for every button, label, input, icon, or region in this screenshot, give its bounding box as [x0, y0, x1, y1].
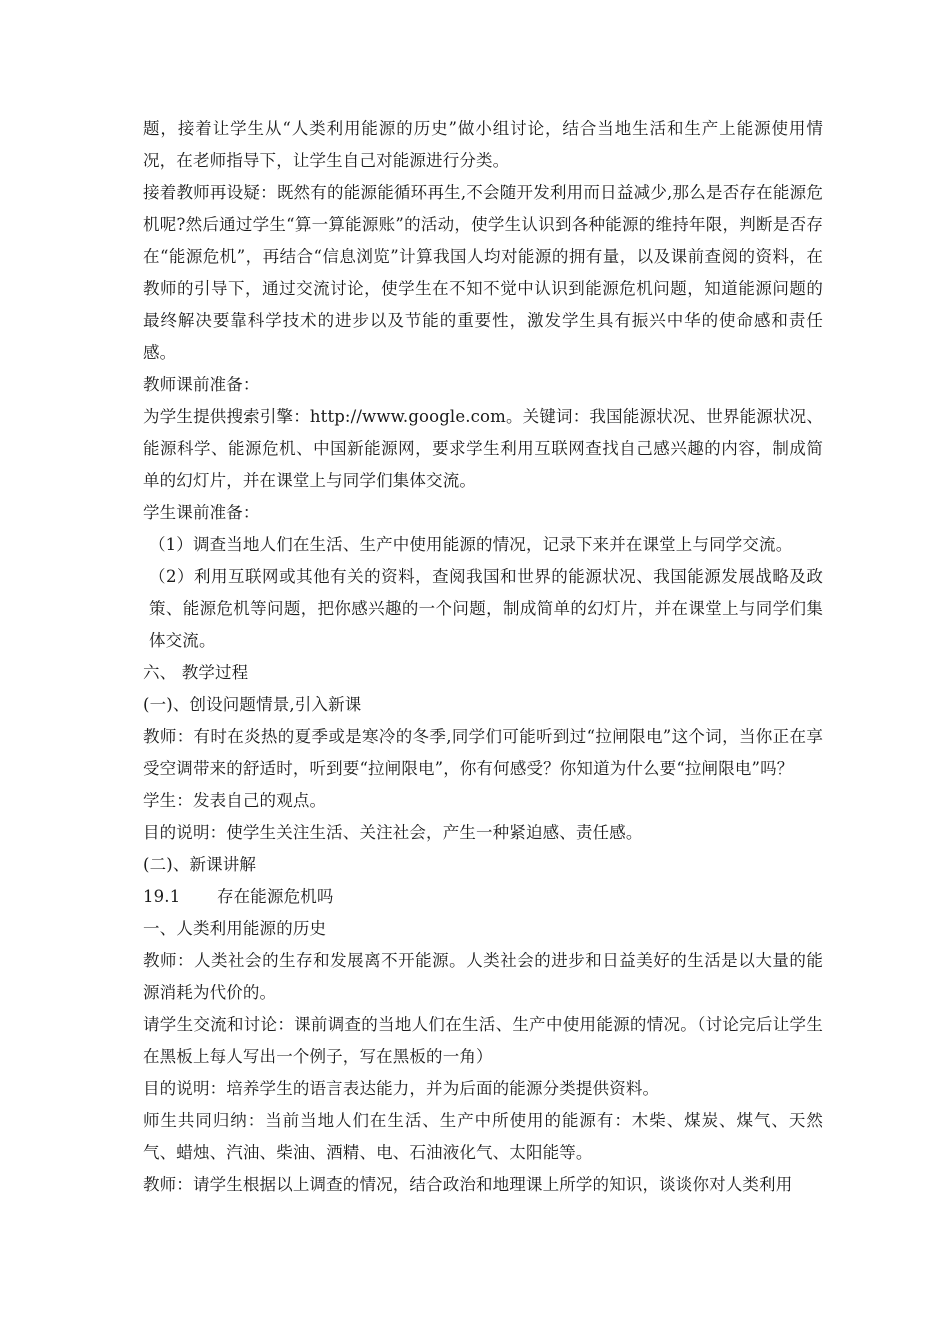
- list-item: （2）利用互联网或其他有关的资料，查阅我国和世界的能源状况、我国能源发展战略及政策、能源危机等问题，把你感兴趣的一个问题，制成简单的幻灯片，并在课堂上与同学们集体交流。: [149, 567, 823, 650]
- paragraph: 教师：请学生根据以上调查的情况，结合政治和地理课上所学的知识，谈谈你对人类利用: [143, 1175, 793, 1194]
- section-title: 存在能源危机吗: [217, 887, 334, 906]
- topic-heading: 一、人类利用能源的历史: [143, 919, 327, 938]
- paragraph: 接着教师再设疑：既然有的能源能循环再生,不会随开发利用而日益减少,那么是否存在能源危机呢?然后通过学生“算一算能源账”的活动，使学生认识到各种能源的维持年限，判断是否存在“能源危机”，再结合“信息浏览”计算我国人均对能源的拥有量，以及课前查阅的资料，在教师的引导下，通过交流讨论，使学生在不知不觉中认识到能源危机问题，知道能源问题的最终解决要靠科学技术的进步以及节能的重要性，激发学生具有振兴中华的使命感和责任感。: [143, 183, 823, 362]
- section-heading: 六、 教学过程: [143, 663, 249, 682]
- paragraph: 学生：发表自己的观点。: [143, 791, 327, 810]
- paragraph: 为学生提供搜索引擎：http://www.google.com。关键词：我国能源状况、世界能源状况、能源科学、能源危机、中国新能源网，要求学生利用互联网查找自己感兴趣的内容，制成简单的幻灯片，并在课堂上与同学们集体交流。: [143, 407, 823, 490]
- paragraph: 题，接着让学生从“人类利用能源的历史”做小组讨论，结合当地生活和生产上能源使用情况，在老师指导下，让学生自己对能源进行分类。: [143, 119, 823, 170]
- paragraph: 目的说明：使学生关注生活、关注社会，产生一种紧迫感、责任感。: [143, 823, 643, 842]
- list-item: （1）调查当地人们在生活、生产中使用能源的情况，记录下来并在课堂上与同学交流。: [149, 535, 793, 554]
- subsection-heading: (二)、新课讲解: [143, 855, 257, 874]
- paragraph: 教师：人类社会的生存和发展离不开能源。人类社会的进步和日益美好的生活是以大量的能源消耗为代价的。: [143, 951, 823, 1002]
- lesson-heading: [143, 881, 823, 913]
- section-number: 19.1: [143, 887, 181, 906]
- paragraph-heading: 学生课前准备：: [143, 503, 260, 522]
- paragraph: 请学生交流和讨论：课前调查的当地人们在生活、生产中使用能源的情况。（讨论完后让学生在黑板上每人写出一个例子，写在黑板的一角）: [143, 1015, 823, 1066]
- paragraph-heading: 教师课前准备：: [143, 375, 260, 394]
- paragraph: 师生共同归纳：当前当地人们在生活、生产中所使用的能源有：木柴、煤炭、煤气、天然气、蜡烛、汽油、柴油、酒精、电、石油液化气、太阳能等。: [143, 1111, 823, 1162]
- document-body: [143, 113, 823, 1201]
- paragraph: 教师：有时在炎热的夏季或是寒冷的冬季,同学们可能听到过“拉闸限电”这个词，当你正在享受空调带来的舒适时，听到要“拉闸限电”，你有何感受？你知道为什么要“拉闸限电”吗？: [143, 727, 823, 778]
- subsection-heading: (一)、创设问题情景,引入新课: [143, 695, 362, 714]
- paragraph: 目的说明：培养学生的语言表达能力，并为后面的能源分类提供资料。: [143, 1079, 660, 1098]
